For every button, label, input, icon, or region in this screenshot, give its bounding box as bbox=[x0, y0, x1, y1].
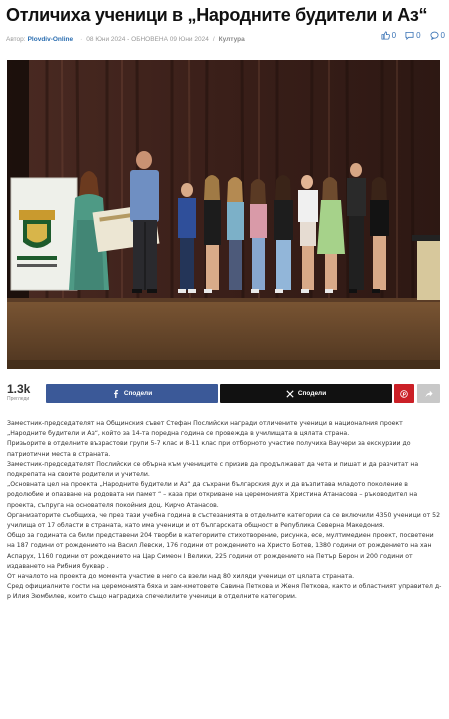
comment-icon bbox=[405, 31, 414, 40]
x-share-button[interactable] bbox=[220, 384, 392, 403]
facebook-share-label: Сподели bbox=[123, 390, 153, 397]
award-ceremony-image bbox=[7, 60, 440, 369]
article-paragraph: „Основната цел на проекта „Народните будители и Аз“ да съхрани българския дух и да възпитава младото поколение в родолюбие и опазване на родовата ни памет “ – каза при откриване на церемонията Христина Атанасова – ръководител на проекта, съпруга на основателя покойния доц. Кирчо Атанасов. bbox=[7, 481, 418, 509]
article-paragraph: От началото на проекта до момента участие в него са взели над 80 хиляди ученици от цялата страната. bbox=[7, 573, 355, 581]
facebook-share-button[interactable] bbox=[46, 384, 218, 403]
article-paragraph: Призьорите в отделните възрастови групи 5-7 клас и 8-11 клас при отборното участие получиха Ваучери за екскурзии до патриотични места в страната. bbox=[7, 440, 411, 458]
pinterest-icon bbox=[400, 390, 408, 398]
share-count bbox=[7, 383, 43, 402]
share-count-number: 1.3k bbox=[7, 382, 31, 396]
share-count-label: Прегледи bbox=[7, 396, 30, 402]
article-title: Отличиха ученици в „Народните будители и Аз“ bbox=[6, 5, 428, 25]
article-meta bbox=[6, 33, 443, 45]
x-share-label: Сподели bbox=[297, 390, 327, 397]
more-share-button[interactable] bbox=[417, 384, 440, 403]
facebook-icon bbox=[112, 390, 120, 398]
article-paragraph: Заместник-председателят Послийски се обърна към учениците с призив да продължават да чета и пишат и да разчитат на подкрепата на своите родители и учители. bbox=[7, 460, 419, 479]
author-link[interactable]: Plovdiv-Online bbox=[27, 35, 74, 43]
article-paragraph: Заместник-председателят на Общинския съвет Стефан Послийски награди отличените ученици в националния проект „Народните будители и Аз“, който за 14-та поредна година се провежда в училищата в цялата страна. bbox=[7, 420, 403, 438]
pinterest-share-button[interactable] bbox=[394, 384, 414, 403]
thumbs-up-icon bbox=[381, 31, 390, 40]
author-prefix: Автор: bbox=[6, 35, 26, 43]
article-stats bbox=[381, 31, 445, 40]
article-paragraph: Общо за годината са били представени 204 творби в категориите стихотворение, рисунка, есе, мултимедиен проект, посветени на 187 години от рождението на Васил Левски, 176 години от рождението на Христо Ботев, 1380 години от рождението на хан Аспарух, 1160 години от рождението на Цар Симеон I Велики, 225 години от рождението на Петър Берон и 200 години от издаването на Рибния буквар . bbox=[7, 532, 434, 570]
views-count: 0 bbox=[391, 31, 397, 40]
article-paragraph: Организаторите съобщиха, че през тази учебна година в състезанията в отделните категории са се включили 4350 ученици от 52 училища от 17 области в страната, като има ученици и от българската общност в Република Северна Македония. bbox=[7, 511, 441, 530]
article-dates: 08 Юни 2024 - ОБНОВЕНА 09 Юни 2024 bbox=[86, 35, 209, 43]
meta-separator: / bbox=[212, 35, 215, 43]
share-bar bbox=[7, 383, 440, 403]
likes-stat[interactable] bbox=[430, 31, 445, 40]
article-photo[interactable] bbox=[7, 60, 440, 369]
x-icon bbox=[286, 390, 294, 398]
article-body bbox=[7, 419, 442, 603]
comments-count: 0 bbox=[416, 31, 421, 40]
article-paragraph: Сред официалните гости на церемонията бяха и зам-кметовете Савина Петкова и Женя Петкова, както и областният управител д-р Илия Зюмбилев, които също наградиха спечелилите ученици в отделните категории. bbox=[7, 583, 442, 601]
meta-separator: · bbox=[80, 35, 83, 43]
category-link[interactable]: Култура bbox=[218, 35, 245, 43]
chat-bubble-icon bbox=[430, 31, 439, 40]
views-stat[interactable] bbox=[381, 31, 396, 40]
comments-stat[interactable] bbox=[405, 31, 420, 40]
likes-count: 0 bbox=[440, 31, 445, 40]
share-arrow-icon bbox=[425, 390, 433, 398]
